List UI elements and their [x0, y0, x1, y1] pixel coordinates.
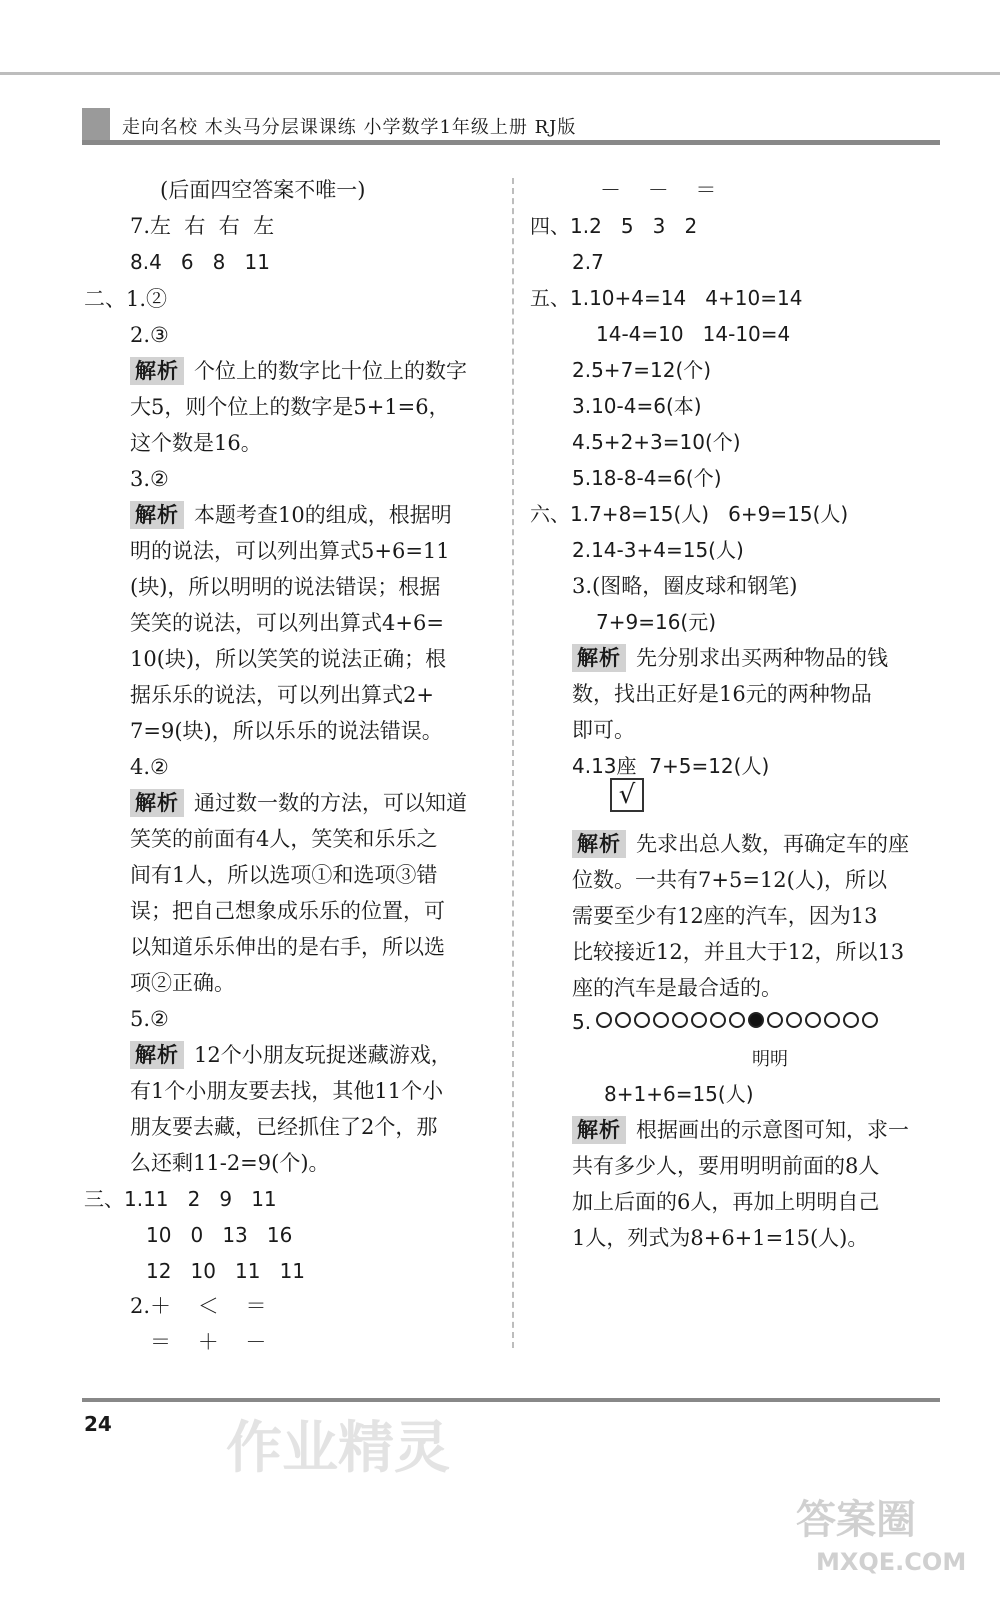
section-5-q2: 2.5+7=12(个) [572, 358, 712, 382]
explanation-q3-line5: 10(块)，所以笑笑的说法正确；根 [130, 647, 447, 671]
mingming-label: 明明 [752, 1049, 788, 1070]
explanation-q5-line4: 么还剩11-2=9(个)。 [130, 1151, 330, 1175]
explanation-text: 先分别求出买两种物品的钱 [636, 646, 888, 670]
header-marker [82, 108, 110, 144]
explanation-q5-line2: 有1个小朋友要去找，其他11个小 [130, 1079, 444, 1103]
watermark: 作业精灵 [226, 1416, 450, 1481]
checked-box-icon: √ [610, 778, 644, 812]
section-6-q4: 4.13座 7+5=12(人) [572, 754, 770, 778]
section-6-q3-answer: 7+9=16(元) [596, 610, 717, 634]
explanation-q4-line1 [130, 789, 467, 817]
circle-icon [843, 1012, 859, 1028]
circle-icon [615, 1012, 631, 1028]
section-2-q3: 3.② [130, 467, 169, 491]
explanation-q4-line5: 以知道乐乐伸出的是右手，所以选 [130, 935, 445, 959]
watermark-url: MXQE.COM [816, 1548, 967, 1576]
explanation-q4-line3: 间有1人，所以选项①和选项③错 [130, 863, 438, 887]
explanation-q3-line3: (块)，所以明明的说法错误；根据 [130, 575, 441, 599]
explanation-q2-line3: 这个数是16。 [130, 431, 262, 455]
explanation-6-4-line3: 需要至少有12座的汽车，因为13 [572, 904, 878, 928]
explanation-q5-line1 [130, 1041, 452, 1069]
page-number: 24 [84, 1412, 112, 1436]
section-6-q5: 5. [572, 1010, 592, 1034]
explanation-text: 12个小朋友玩捉迷藏游戏， [194, 1043, 452, 1067]
explanation-q3-line1 [130, 501, 452, 529]
jiexi-label: 解析 [130, 789, 184, 817]
section-6-q2: 2.14-3+4=15(人) [572, 538, 744, 562]
section-6-q1: 六、1.7+8=15(人) 6+9=15(人) [530, 502, 849, 526]
section-5-q3: 3.10-4=6(本) [572, 394, 702, 418]
section-3-q1-row1: 三、1.11 2 9 11 [84, 1187, 277, 1211]
jiexi-label: 解析 [130, 501, 184, 529]
explanation-q4-line6: 项②正确。 [130, 971, 235, 995]
circle-icon [805, 1012, 821, 1028]
section-3-q1-row3: 12 10 11 11 [146, 1259, 306, 1283]
header-rule [82, 140, 940, 145]
circle-icon [710, 1012, 726, 1028]
circle-diagram [596, 1012, 878, 1028]
explanation-text: 本题考查10的组成，根据明 [194, 503, 452, 527]
explanation-6-4-line5: 座的汽车是最合适的。 [572, 976, 782, 1000]
explanation-q4-line2: 笑笑的前面有4人，笑笑和乐乐之 [130, 827, 438, 851]
explanation-q3-line6: 据乐乐的说法，可以列出算式2+ [130, 683, 434, 707]
jiexi-label: 解析 [130, 1041, 184, 1069]
top-edge-line [0, 72, 1000, 75]
watermark-logo: 答案圈 [796, 1497, 916, 1543]
page-header-title: 走向名校 木头马分层课课练 小学数学1年级上册 RJ版 [122, 117, 577, 138]
section-2-q5: 5.② [130, 1007, 169, 1031]
explanation-text: 先求出总人数，再确定车的座 [636, 832, 909, 856]
circle-icon [767, 1012, 783, 1028]
section-6-q5-answer: 8+1+6=15(人) [604, 1082, 754, 1106]
explanation-6-3-line2: 数，找出正好是16元的两种物品 [572, 682, 872, 706]
jiexi-label: 解析 [572, 1116, 626, 1144]
filled-circle-icon [748, 1012, 764, 1028]
answer-8: 8.4 6 8 11 [130, 250, 270, 274]
explanation-q3-line4: 笑笑的说法，可以列出算式4+6= [130, 611, 444, 635]
explanation-6-4-line4: 比较接近12，并且大于12，所以13 [572, 940, 905, 964]
circle-icon [596, 1012, 612, 1028]
section-5-q5: 5.18-8-4=6(个) [572, 466, 722, 490]
section-2-q1: 二、1.② [84, 287, 168, 311]
explanation-6-5-line4: 1人，列式为8+6+1=15(人)。 [572, 1226, 869, 1250]
circle-icon [691, 1012, 707, 1028]
explanation-6-5-line2: 共有多少人，要用明明前面的8人 [572, 1154, 880, 1178]
circle-icon [653, 1012, 669, 1028]
circle-icon [786, 1012, 802, 1028]
column-divider [512, 178, 514, 1348]
explanation-6-4-line2: 位数。一共有7+5=12(人)，所以 [572, 868, 888, 892]
circle-icon [824, 1012, 840, 1028]
jiexi-label: 解析 [130, 357, 184, 385]
section-4-q2: 2.7 [572, 250, 604, 274]
section-5-q1-row1: 五、1.10+4=14 4+10=14 [530, 286, 803, 310]
circle-icon [729, 1012, 745, 1028]
section-2-q2: 2.③ [130, 323, 169, 347]
section-3-q1-row2: 10 0 13 16 [146, 1223, 293, 1247]
jiexi-label: 解析 [572, 830, 626, 858]
section-6-q3: 3.(图略，圈皮球和钢笔) [572, 574, 798, 598]
section-3-q2-row3: － － ＝ [600, 178, 717, 202]
explanation-6-4-line1 [572, 830, 909, 858]
section-5-q4: 4.5+2+3=10(个) [572, 430, 741, 454]
section-3-q2-row2: ＝ ＋ － [150, 1330, 267, 1354]
circle-icon [862, 1012, 878, 1028]
explanation-q4-line4: 误；把自己想象成乐乐的位置，可 [130, 899, 445, 923]
left-note: (后面四空答案不唯一) [160, 178, 366, 202]
explanation-text: 通过数一数的方法，可以知道 [194, 791, 467, 815]
section-4-q1: 四、1.2 5 3 2 [530, 214, 698, 238]
explanation-q2-line1 [130, 357, 467, 385]
explanation-text: 根据画出的示意图可知，求一 [636, 1118, 909, 1142]
section-5-q1-row2: 14-4=10 14-10=4 [596, 322, 791, 346]
section-3-q2-row1: 2.＋ ＜ ＝ [130, 1294, 267, 1318]
circle-icon [672, 1012, 688, 1028]
circle-icon [634, 1012, 650, 1028]
jiexi-label: 解析 [572, 644, 626, 672]
explanation-q3-line2: 明的说法，可以列出算式5+6=11 [130, 539, 450, 563]
explanation-q2-line2: 大5，则个位上的数字是5+1=6， [130, 395, 450, 419]
explanation-6-5-line1 [572, 1116, 909, 1144]
explanation-q3-line7: 7=9(块)，所以乐乐的说法错误。 [130, 719, 443, 743]
answer-7: 7.左 右 右 左 [130, 214, 275, 238]
explanation-text: 个位上的数字比十位上的数字 [194, 359, 467, 383]
explanation-6-5-line3: 加上后面的6人，再加上明明自己 [572, 1190, 880, 1214]
footer-rule [82, 1398, 940, 1402]
explanation-6-3-line1 [572, 644, 888, 672]
explanation-q5-line3: 朋友要去藏，已经抓住了2个，那 [130, 1115, 438, 1139]
explanation-6-3-line3: 即可。 [572, 718, 635, 742]
section-2-q4: 4.② [130, 755, 169, 779]
